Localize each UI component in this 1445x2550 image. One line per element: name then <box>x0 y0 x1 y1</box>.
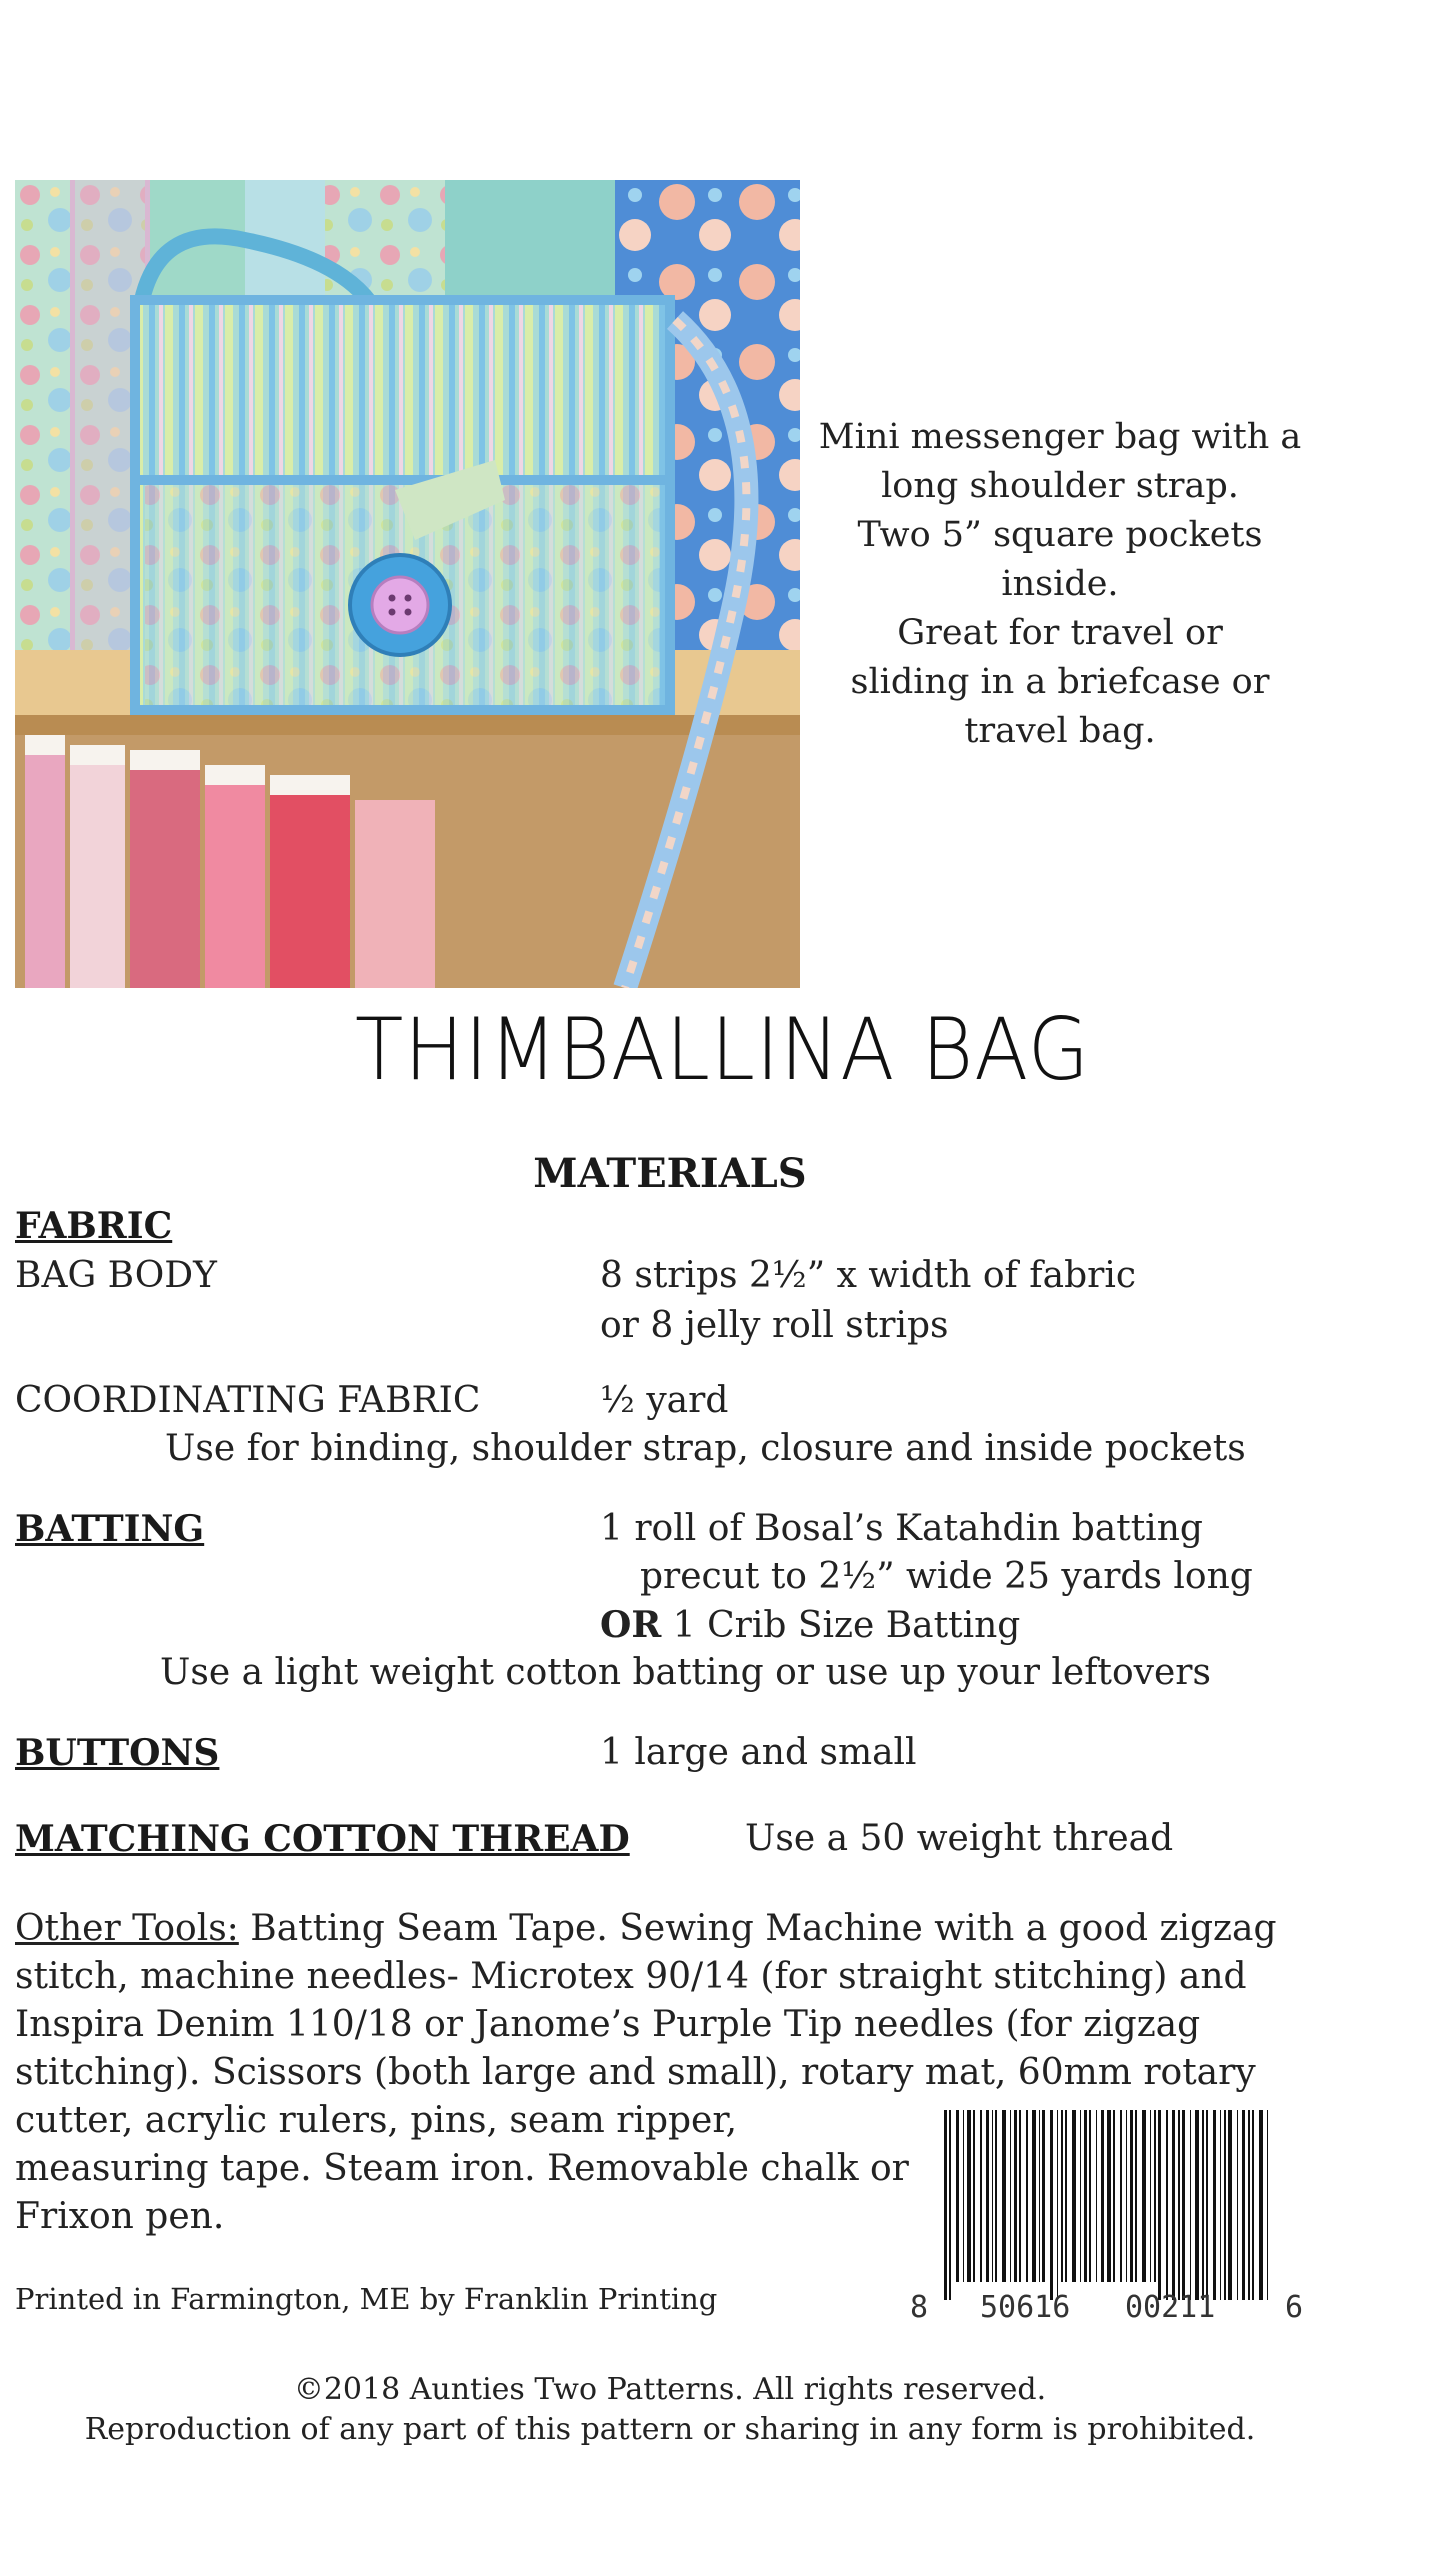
buttons-heading: BUTTONS <box>15 1732 220 1774</box>
other-tools-label: Other Tools: <box>15 1908 239 1949</box>
bag-body-label: BAG BODY <box>15 1255 217 1296</box>
barcode-bar <box>1259 2110 1263 2300</box>
tools-text: Batting Seam Tape. Sewing Machine with a good zigzag <box>238 1908 1277 1949</box>
barcode-bar <box>1080 2110 1081 2282</box>
tools-line: measuring tape. Steam iron. Removable chalk or <box>15 2148 909 2189</box>
coordinating-fabric-note: Use for binding, shoulder strap, closure and inside pockets <box>165 1428 1246 1469</box>
barcode-bar <box>980 2110 982 2282</box>
batting-note: Use a light weight cotton batting or use up your leftovers <box>160 1652 1211 1693</box>
coordinating-fabric-value: ½ yard <box>600 1380 729 1421</box>
tools-line: Inspira Denim 110/18 or Janome’s Purple Tip needles (for zigzag <box>15 2004 1201 2045</box>
product-photo <box>15 180 800 988</box>
barcode-bar <box>1014 2110 1017 2282</box>
barcode-bar <box>1248 2110 1250 2300</box>
pattern-title: THIMBALLINA BAG <box>355 1000 1090 1100</box>
barcode-check-digit: 6 <box>1285 2290 1304 2325</box>
barcode-bar <box>1026 2110 1028 2282</box>
barcode-bar <box>1010 2110 1011 2282</box>
crib-batting: 1 Crib Size Batting <box>661 1605 1021 1646</box>
bag-body-value-alt: or 8 jelly roll strips <box>600 1305 949 1346</box>
barcode-bar <box>1242 2110 1245 2300</box>
barcode-left-group: 50616 <box>980 2290 1071 2325</box>
barcode-bar <box>1096 2110 1097 2282</box>
barcode-bar <box>986 2110 989 2282</box>
description-line: long shoulder strap. <box>881 466 1239 506</box>
barcode-bar <box>1065 2110 1067 2282</box>
barcode-bar <box>1190 2110 1191 2300</box>
materials-heading: MATERIALS <box>533 1150 807 1197</box>
barcode-bar <box>1224 2110 1226 2300</box>
barcode-bar <box>1150 2110 1151 2282</box>
barcode-bar <box>944 2110 947 2300</box>
fabric-heading: FABRIC <box>15 1205 173 1247</box>
tools-line <box>15 1905 1355 1953</box>
barcode-bar <box>1195 2110 1199 2300</box>
tools-line: stitch, machine needles- Microtex 90/14 (for straight stitching) and <box>15 1956 1247 1997</box>
description-line: travel bag. <box>964 711 1156 751</box>
barcode-bar <box>1057 2110 1058 2300</box>
barcode-bar <box>1213 2110 1216 2300</box>
barcode-bar <box>1237 2110 1238 2300</box>
thread-heading: MATCHING COTTON THREAD <box>15 1818 630 1860</box>
barcode-bar <box>956 2110 959 2282</box>
barcode-bar <box>1178 2110 1180 2300</box>
bag-body-value: 8 strips 2½” x width of fabric <box>600 1255 1136 1296</box>
batting-alternative <box>600 1604 1020 1646</box>
thread-value: Use a 50 weight thread <box>745 1818 1174 1859</box>
upc-barcode <box>910 2110 1304 2350</box>
barcode-bar <box>1019 2110 1021 2282</box>
tools-line: stitching). Scissors (both large and small), rotary mat, 60mm rotary <box>15 2052 1256 2093</box>
barcode-bar <box>1228 2110 1232 2300</box>
barcode-bar <box>1032 2110 1036 2282</box>
tools-line: cutter, acrylic rulers, pins, seam ripper, <box>15 2100 738 2141</box>
barcode-bar <box>1002 2110 1006 2282</box>
bag-photo-illustration <box>15 180 800 988</box>
batting-heading: BATTING <box>15 1508 205 1550</box>
barcode-bar <box>1172 2110 1175 2300</box>
barcode-bar <box>1202 2110 1204 2300</box>
barcode-bar <box>1182 2110 1185 2300</box>
barcode-right-group: 00211 <box>1125 2290 1216 2325</box>
barcode-bar <box>963 2110 964 2282</box>
barcode-bars <box>940 2110 1280 2300</box>
reproduction-notice: Reproduction of any part of this pattern or sharing in any form is prohibited. <box>84 2412 1256 2447</box>
description-line: sliding in a briefcase or <box>850 662 1270 702</box>
barcode-bar <box>1142 2110 1146 2282</box>
barcode-bar <box>1089 2110 1091 2282</box>
description-line: Two 5” square pockets <box>857 515 1263 555</box>
barcode-bar <box>1042 2110 1045 2282</box>
buttons-value: 1 large and small <box>600 1732 917 1773</box>
barcode-bar <box>1166 2110 1168 2300</box>
barcode-bar <box>992 2110 993 2282</box>
barcode-bar <box>1267 2110 1268 2300</box>
barcode-bar <box>1050 2110 1053 2300</box>
barcode-bar <box>1039 2110 1040 2282</box>
barcode-bar <box>1120 2110 1122 2282</box>
barcode-bar <box>1126 2110 1127 2282</box>
description-line: inside. <box>1001 564 1119 604</box>
barcode-bar <box>967 2110 971 2282</box>
batting-value: 1 roll of Bosal’s Katahdin batting <box>600 1508 1203 1549</box>
barcode-bar <box>1220 2110 1221 2300</box>
barcode-bar <box>1061 2110 1063 2282</box>
copyright-footer <box>0 2370 1340 2450</box>
barcode-first-digit: 8 <box>910 2290 929 2325</box>
barcode-bar <box>995 2110 997 2282</box>
barcode-bar <box>949 2110 951 2300</box>
barcode-bar <box>973 2110 975 2282</box>
printer-credit: Printed in Farmington, ME by Franklin Printing <box>15 2282 718 2316</box>
barcode-bar <box>1113 2110 1115 2282</box>
or-label: OR <box>600 1604 662 1646</box>
product-description <box>815 413 1305 756</box>
barcode-bar <box>1130 2110 1133 2282</box>
copyright-line: ©2018 Aunties Two Patterns. All rights reserved. <box>293 2372 1047 2407</box>
description-line: Great for travel or <box>897 613 1223 653</box>
description-line: Mini messenger bag with a <box>818 417 1302 457</box>
barcode-bar <box>1107 2110 1111 2282</box>
batting-precut: precut to 2½” wide 25 yards long <box>640 1556 1253 1597</box>
tools-line: Frixon pen. <box>15 2196 225 2237</box>
barcode-bar <box>1158 2110 1161 2300</box>
barcode-bar <box>1252 2110 1254 2300</box>
barcode-bar <box>1206 2110 1208 2300</box>
barcode-bar <box>1072 2110 1076 2282</box>
coordinating-fabric-label: COORDINATING FABRIC <box>15 1380 481 1421</box>
barcode-bar <box>1101 2110 1104 2282</box>
barcode-bar <box>1135 2110 1137 2282</box>
barcode-bar <box>1154 2110 1156 2282</box>
barcode-bar <box>1084 2110 1087 2282</box>
